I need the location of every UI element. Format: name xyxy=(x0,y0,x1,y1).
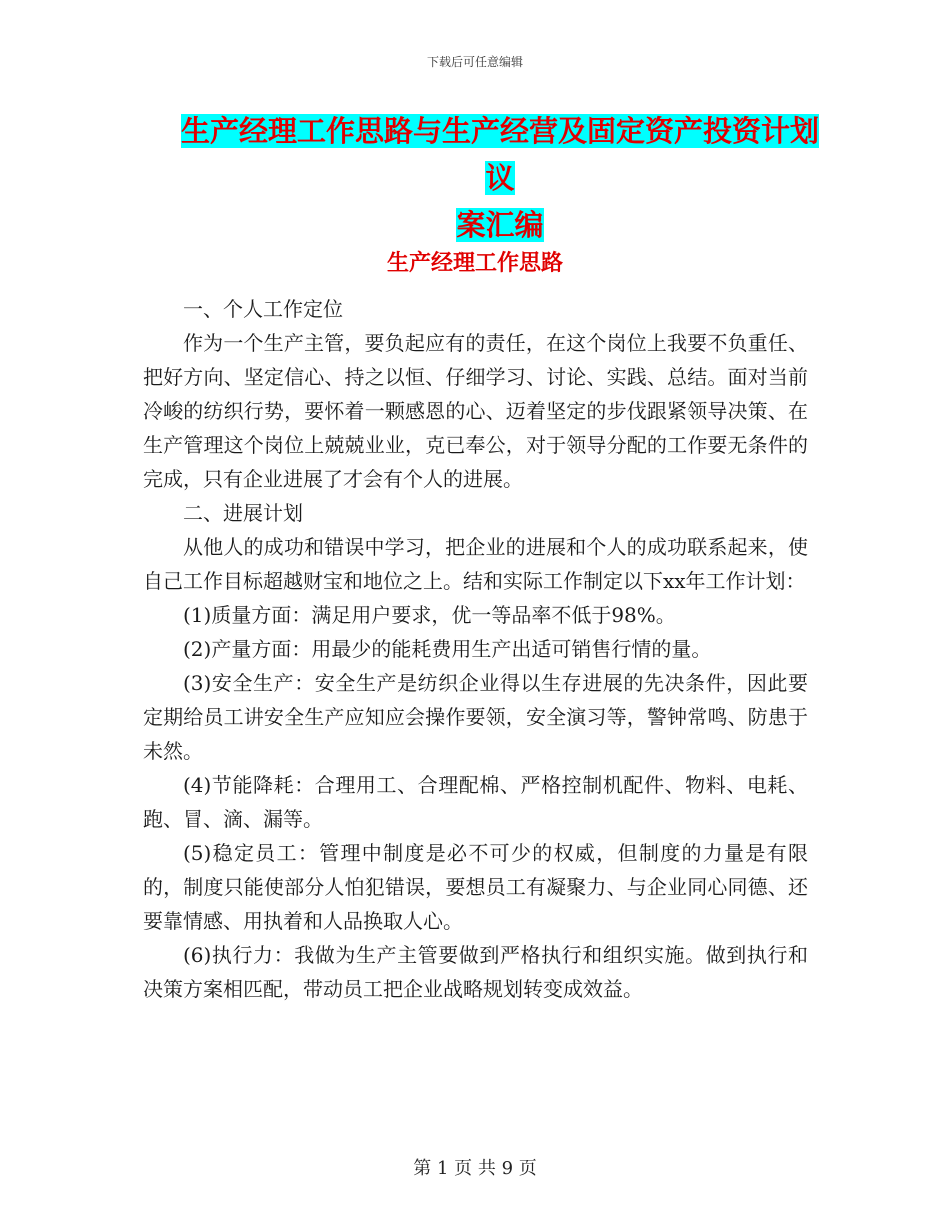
document-title-line-1: 生产经理工作思路与生产经营及固定资产投资计划议 xyxy=(180,114,819,195)
plan-item-output: (2)产量方面：用最少的能耗费用生产出适可销售行情的量。 xyxy=(183,637,712,661)
body-paragraph: 作为一个生产主管，要负起应有的责任，在这个岗位上我要不负重任、把好方向、坚定信心、持之以恒、仔细学习、讨论、实践、总结。面对当前冷峻的纺织行势，要怀着一颗感恩的心、迈着坚定的步伐跟紧领导决策、在生产管理这个岗位上兢兢业业，克已奉公，对于领导分配的工作要无条件的完成，只有企业进展了才会有个人的进展。 xyxy=(143,331,808,491)
plan-item-quality: (1)质量方面：满足用户要求，优一等品率不低于98%。 xyxy=(183,603,676,627)
plan-item-energy-saving: (4)节能降耗：合理用工、合理配棉、严格控制机配件、物料、电耗、跑、冒、滴、漏等。 xyxy=(143,773,808,831)
document-body xyxy=(143,292,808,1006)
plan-item-staff-stability: (5)稳定员工：管理中制度是必不可少的权威，但制度的力量是有限的，制度只能使部分人怕犯错误，要想员工有凝聚力、与企业同心同德、还要靠情感、用执着和人品换取人心。 xyxy=(143,841,808,933)
header-note: 下载后可任意编辑 xyxy=(426,55,523,69)
document-title-line-2: 案汇编 xyxy=(456,208,544,242)
heading-development-plan: 二、进展计划 xyxy=(183,501,303,525)
plan-item-execution: (6)执行力：我做为生产主管要做到严格执行和组织实施。做到执行和决策方案相匹配，带动员工把企业战略规划转变成效益。 xyxy=(143,943,808,1001)
body-paragraph: 从他人的成功和错误中学习，把企业的进展和个人的成功联系起来，使自己工作目标超越财宝和地位之上。结和实际工作制定以下xx年工作计划： xyxy=(143,535,808,593)
page-number-footer: 第 1 页 共 9 页 xyxy=(413,1158,537,1179)
heading-personal-positioning: 一、个人工作定位 xyxy=(183,297,343,321)
document-title xyxy=(180,108,820,249)
plan-item-safety: (3)安全生产：安全生产是纺织企业得以生存进展的先决条件，因此要定期给员工讲安全生产应知应会操作要领，安全演习等，警钟常鸣、防患于未然。 xyxy=(143,671,808,763)
section-title: 生产经理工作思路 xyxy=(386,250,563,276)
